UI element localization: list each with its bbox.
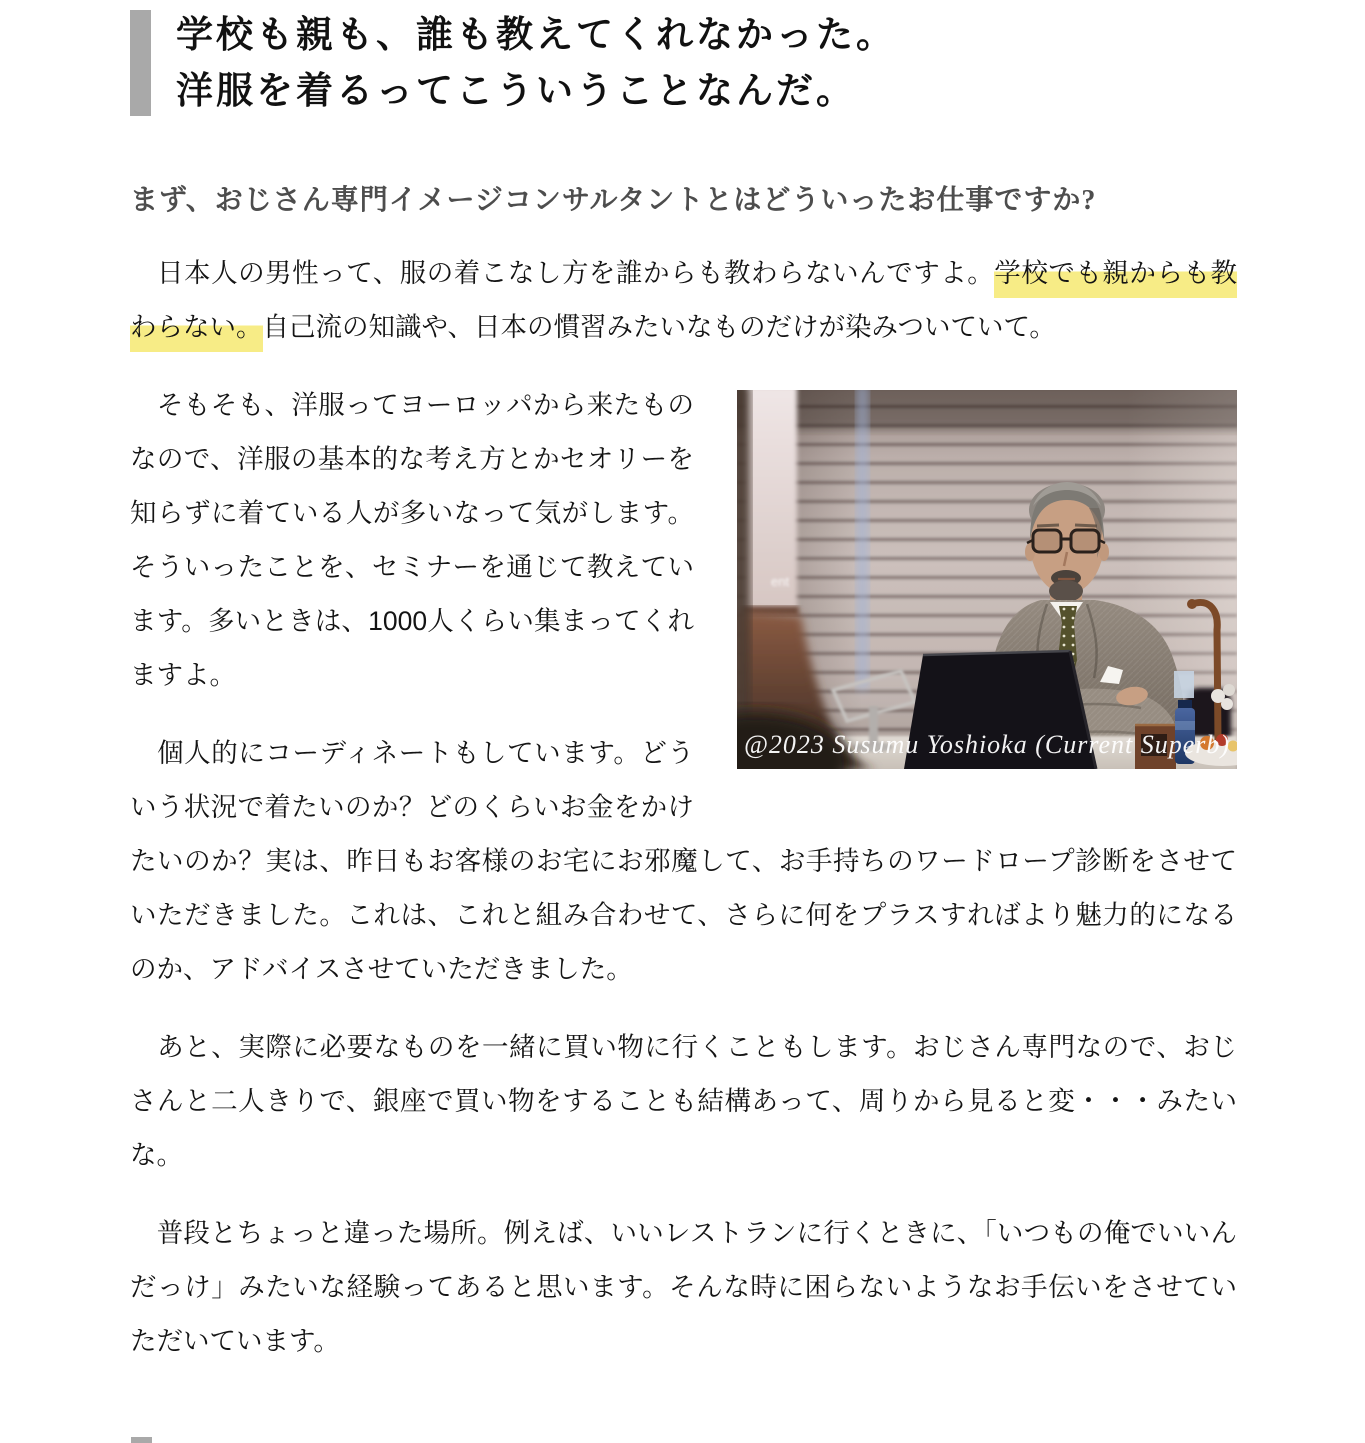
paragraph-5: 普段とちょっと違った場所。例えば、いいレストランに行くときに、「いつもの俺でいいんだっけ」みたいな経験ってあると思います。そんな時に困らないようなお手伝いをさせていただいています。 (130, 1218, 1237, 1356)
interview-photo (737, 390, 1237, 769)
photo-watermark: @2023 Susumu Yoshioka (Current Superb) (743, 730, 1231, 759)
paragraph-1-lead: 日本人の男性って、服の着こなし方を誰からも教わらないんですよ。 (130, 258, 995, 288)
photo-window-light-streak (856, 390, 869, 690)
article-heading (130, 8, 1237, 120)
blurred-sign-text: ent (771, 574, 790, 589)
highlighted-text: 学校でも親からも教わらない。 (130, 258, 1237, 352)
paragraph-1-tail: 自己流の知識や、日本の慣習みたいなものだけが染みついていて。 (262, 312, 1056, 342)
blue-card (1174, 671, 1194, 698)
paragraph-3: 個人的にコーディネートもしています。どういう状況で着たいのか？どのくらいお金をかけたいのか？実は、昨日もお客様のお宅にお邪魔して、お手持ちのワードロープ診断をさせていただきました。これは、これと組み合わせて、さらに何をプラスすればより魅力的になるのか、アドバイスさせていただきました。 (130, 738, 1237, 984)
paragraph-2: そもそも、洋服ってヨーロッパから来たものなので、洋服の基本的な考え方とかセオリーを知らずに着ている人が多いなって気がします。そういったことを、セミナーを通じて教えています。多いときは、1000人くらい集まってくれますよ。 (130, 390, 694, 690)
heading-accent-bar (130, 10, 151, 116)
title-line-2: 洋服を着るってこういうことなんだ。 (176, 71, 856, 112)
interview-question: まず、おじさん専門イメージコンサルタントとはどういったお仕事ですか? (130, 185, 1097, 216)
next-section-bar-fragment (131, 1437, 152, 1443)
paragraph-1 (130, 246, 1237, 354)
interview-photo-illustration (737, 390, 1237, 769)
title-line-1: 学校も親も、誰も教えてくれなかった。 (176, 15, 896, 56)
page-title (176, 8, 896, 120)
paragraph-4: あと、実際に必要なものを一緒に買い物に行くこともします。おじさん専門なので、おじさんと二人きりで、銀座で買い物をすることも結構あって、周りから見ると変・・・みたいな。 (130, 1032, 1237, 1170)
